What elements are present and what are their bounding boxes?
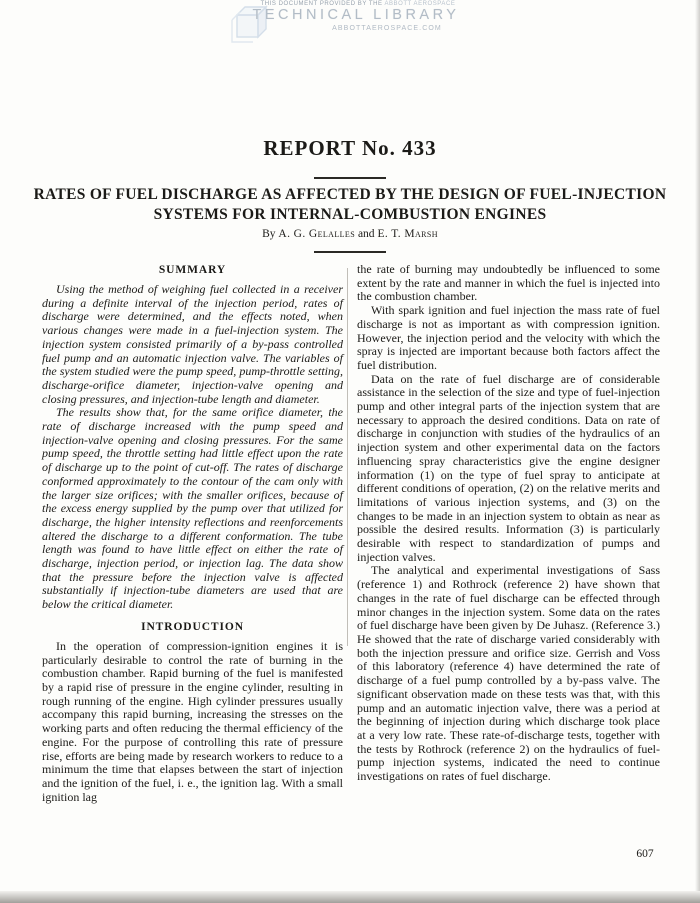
paper-title-line-2: SYSTEMS FOR INTERNAL-COMBUSTION ENGINES [153, 206, 547, 223]
page-number: 607 [636, 848, 654, 860]
byline [0, 228, 700, 240]
summary-paragraph: Using the method of weighing fuel collected in a receiver during a definite interval of the injection period, rates of discharge were determined, and the effects noted, when various changes were made in a fuel-injection system. The injection system consisted primarily of a by-pass controlled fuel pump and an automatic injection valve. The variables of the system studied were the pump speed, pump-throttle setting, discharge-orifice diameter, injection-valve opening and closing pressures, and injection-tube length and diameter. [42, 282, 343, 406]
title-divider-top [314, 177, 386, 179]
summary-paragraph: The results show that, for the same orifice diameter, the rate of discharge increased with the pump speed and injection-valve opening and closing pressures. For the same pump speed, the throttle setting had little effect upon the rate of discharge up to the point of cut-off. The rates of discharge conformed approximately to the contour of the cam only with the larger size orifices; with the smaller orifices, because of the excess energy supplied by the pump over that utilized for discharge, the higher intensity reflections and reenforcements altered the discharge to a different conformation. The tube length was found to have little effect on either the rate of discharge, injection period, or injection lag. The data show that the pressure before the injection valve is affected substantially if injection-tube diameters are used that are below the critical diameter. [42, 405, 343, 612]
abbott-library-banner [228, 0, 476, 48]
report-number: REPORT No. 433 [263, 136, 437, 160]
body-paragraph: The analytical and experimental investigations of Sass (reference 1) and Rothrock (reference 2) have shown that changes in the rate of fuel discharge can be effected through minor changes in the injection system. Some data on the rates of fuel discharge have been given by De Juhasz. (Reference 3.) He showed that the rate of discharge varied considerably with both the injection pressure and orifice size. Gerrish and Voss of this laboratory (reference 4) have determined the rate of discharge of a fuel pump controlled by a by-pass valve. The significant observation made on these tests was that, with this pump and an automatic injection valve, there was a period at the beginning of injection during which discharge took place at a very low rate. These rate-of-discharge tests, together with the tests by Rothrock (reference 2) on the hydraulics of fuel-pump injection systems, indicated the need to continue investigations on rates of fuel discharge. [357, 563, 660, 784]
paper-title [30, 185, 670, 225]
author-1: A. G. Gelalles [278, 228, 356, 240]
right-column [357, 263, 660, 784]
author-2: E. T. Marsh [377, 228, 438, 240]
left-column [42, 263, 343, 804]
column-divider-rule [347, 268, 348, 646]
body-paragraph: the rate of burning may undoubtedly be influenced to some extent by the rate and manner in which the fuel is injected into the combustion chamber. [357, 262, 660, 304]
byline-and: and [357, 228, 375, 240]
scan-right-edge [695, 0, 700, 903]
body-paragraph: Data on the rate of fuel discharge are of considerable assistance in the selection of the size and type of fuel-injection pump and other integral parts of the injection system that are necessary to approach the desired conditions. Data on rate of discharge in conjunction with studies of the hydraulics of an injection system and other experimental data on the factors influencing spray characteristics give the engine designer information (1) on the type of fuel spray to anticipate at different conditions of operation, (2) on the relative merits and limitations of various injection systems, and (3) on the changes to be made in an injection system to obtain as near as possible the desired results. Information (3) is particularly desirable with respect to standardization of pumps and injection valves. [357, 371, 660, 564]
byline-divider [314, 251, 386, 253]
byline-by: By [262, 228, 276, 240]
paper-title-line-1: RATES OF FUEL DISCHARGE AS AFFECTED BY THE DESIGN OF FUEL-INJECTION [33, 186, 667, 203]
scan-bottom-edge [0, 891, 700, 903]
body-paragraph: With spark ignition and fuel injection the mass rate of fuel discharge is not as important as with compression ignition. However, the injection period and the velocity with which the spray is injected are important because both factors affect the fuel distribution. [357, 303, 660, 372]
banner-website-url: ABBOTTAEROSPACE.COM [332, 25, 442, 32]
banner-provided-prefix: THIS DOCUMENT PROVIDED BY THE [260, 1, 383, 7]
technical-library-title: TECHNICAL LIBRARY [252, 7, 460, 23]
introduction-heading: INTRODUCTION [141, 620, 244, 633]
summary-heading: SUMMARY [158, 264, 227, 276]
banner-provider-name: ABBOTT AEROSPACE [384, 1, 456, 7]
introduction-paragraph: In the operation of compression-ignition engines it is particularly desirable to control the rate of burning in the combustion chamber. Rapid burning of the fuel is manifested by a rapid rise of pressure in the engine cylinder, resulting in rough running of the engine. High cylinder pressures usually accompany this rapid burning, increasing the stresses on the working parts and often reducing the thermal efficiency of the engine. For the purpose of controlling this rate of pressure rise, efforts are being made by research workers to reduce to a minimum the time that elapses between the start of injection and the ignition of the fuel, i. e., the ignition lag. With a small ignition lag [42, 638, 343, 804]
